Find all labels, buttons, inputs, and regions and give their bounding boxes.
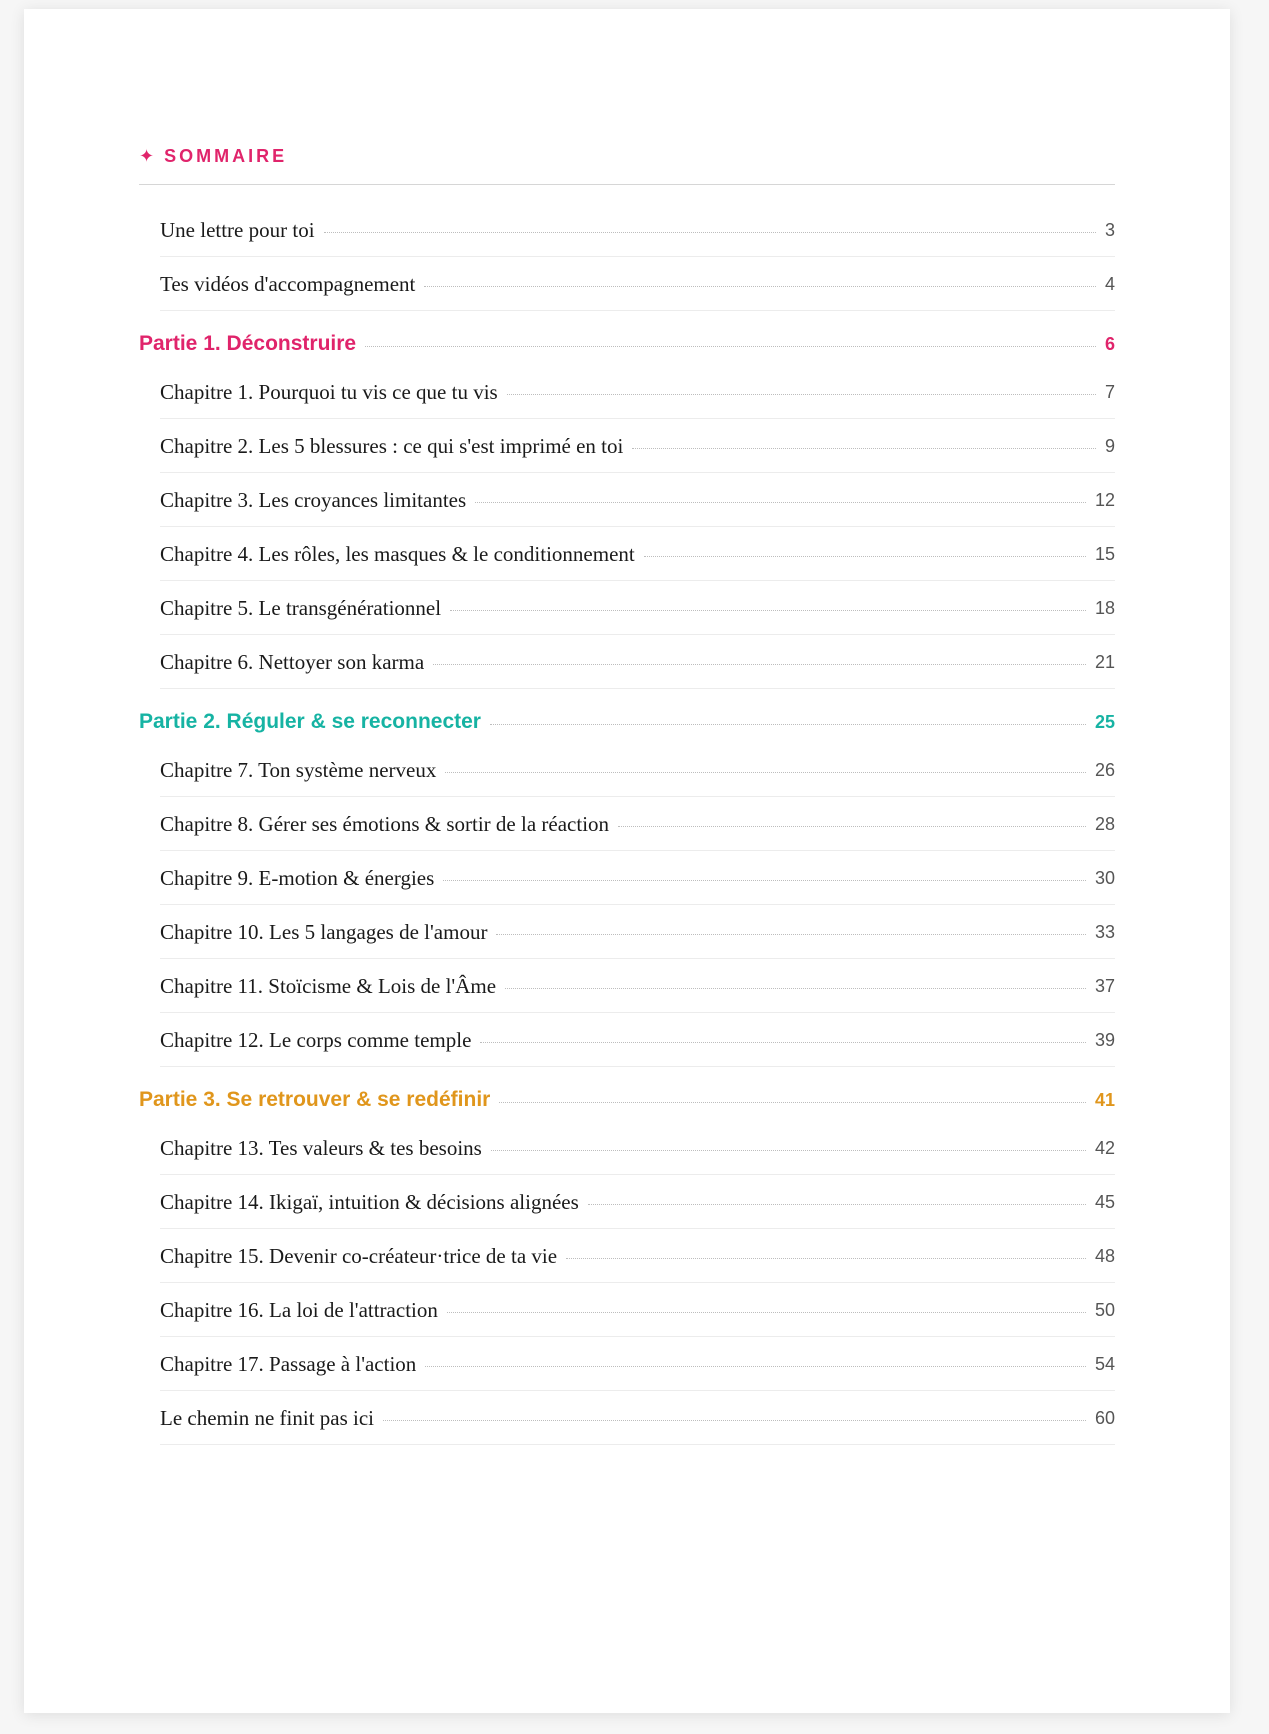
toc-entry-label: Une lettre pour toi [160, 218, 315, 242]
toc-entry[interactable] [160, 1337, 1115, 1391]
document-page [24, 9, 1230, 1713]
dot-leader [443, 880, 1086, 881]
toc-entry-page-number: 33 [1094, 922, 1115, 942]
toc-entry-label: Chapitre 17. Passage à l'action [160, 1352, 417, 1376]
toc-entry-page-number: 28 [1094, 814, 1115, 834]
toc-entry-page-number: 12 [1094, 490, 1115, 510]
toc-entry[interactable] [160, 959, 1115, 1013]
toc-entry[interactable] [160, 581, 1115, 635]
dot-leader [433, 664, 1086, 665]
dot-leader [450, 610, 1086, 611]
toc-entry[interactable] [160, 1013, 1115, 1067]
toc-entry-page-number: 30 [1094, 868, 1115, 888]
toc-part-page-number: 41 [1094, 1089, 1115, 1110]
toc-entry-page-number: 60 [1094, 1408, 1115, 1428]
toc-entry-page-number: 26 [1094, 760, 1115, 780]
toc-entry-label: Chapitre 13. Tes valeurs & tes besoins [160, 1136, 482, 1160]
toc-entry[interactable] [160, 905, 1115, 959]
dot-leader [632, 448, 1096, 449]
toc-entry[interactable] [160, 1391, 1115, 1445]
toc-part-heading[interactable] [139, 701, 1115, 743]
toc-entry-label: Chapitre 7. Ton système nerveux [160, 758, 437, 782]
toc-entry-page-number: 45 [1094, 1192, 1115, 1212]
toc-entry-label: Chapitre 8. Gérer ses émotions & sortir de la réaction [160, 812, 610, 836]
toc-entry-page-number: 18 [1094, 598, 1115, 618]
toc-entry-page-number: 3 [1104, 220, 1115, 240]
dot-leader [383, 1420, 1086, 1421]
toc-entry[interactable] [160, 527, 1115, 581]
toc-entry-label: Chapitre 10. Les 5 langages de l'amour [160, 920, 488, 944]
toc-entry-label: Tes vidéos d'accompagnement [160, 272, 416, 296]
toc-entry[interactable] [160, 635, 1115, 689]
toc-entry-label: Chapitre 4. Les rôles, les masques & le conditionnement [160, 542, 635, 566]
toc-entry-page-number: 15 [1094, 544, 1115, 564]
toc-entry[interactable] [160, 473, 1115, 527]
toc-entry-label: Chapitre 3. Les croyances limitantes [160, 488, 467, 512]
toc-part-label: Partie 3. Se retrouver & se redéfinir [139, 1088, 491, 1111]
toc-header [139, 137, 1115, 185]
toc-entry-label: Chapitre 2. Les 5 blessures : ce qui s'est imprimé en toi [160, 434, 624, 458]
toc-entry-page-number: 4 [1104, 274, 1115, 294]
toc-entry-label: Chapitre 16. La loi de l'attraction [160, 1298, 438, 1322]
dot-leader [566, 1258, 1086, 1259]
toc-entry-label: Chapitre 11. Stoïcisme & Lois de l'Âme [160, 974, 497, 998]
dot-leader [365, 346, 1096, 347]
toc-entry-label: Chapitre 15. Devenir co-créateur·trice de ta vie [160, 1244, 558, 1268]
toc-part-heading[interactable] [139, 323, 1115, 365]
table-of-contents [139, 137, 1115, 1445]
toc-entry-label: Chapitre 5. Le transgénérationnel [160, 596, 442, 620]
dot-leader [496, 934, 1086, 935]
toc-entry-page-number: 7 [1104, 382, 1115, 402]
dot-leader [491, 1150, 1086, 1151]
dot-leader [475, 502, 1086, 503]
toc-entry-label: Chapitre 9. E-motion & énergies [160, 866, 435, 890]
toc-entry[interactable] [160, 1283, 1115, 1337]
toc-entry-label: Chapitre 14. Ikigaï, intuition & décisions alignées [160, 1190, 579, 1214]
toc-entry-page-number: 21 [1094, 652, 1115, 672]
dot-leader [499, 1102, 1086, 1103]
toc-part-page-number: 25 [1094, 711, 1115, 732]
toc-body [139, 203, 1115, 1445]
toc-part-label: Partie 1. Déconstruire [139, 332, 357, 355]
toc-entry-label: Chapitre 12. Le corps comme temple [160, 1028, 472, 1052]
toc-entry[interactable] [160, 851, 1115, 905]
toc-part-label: Partie 2. Réguler & se reconnecter [139, 710, 481, 733]
dot-leader [507, 394, 1096, 395]
dot-leader [588, 1204, 1086, 1205]
toc-part-heading[interactable] [139, 1079, 1115, 1121]
dot-leader [445, 772, 1086, 773]
dot-leader [324, 232, 1096, 233]
toc-entry-label: Chapitre 6. Nettoyer son karma [160, 650, 425, 674]
dot-leader [490, 724, 1086, 725]
toc-entry-page-number: 54 [1094, 1354, 1115, 1374]
toc-entry[interactable] [160, 365, 1115, 419]
toc-entry-page-number: 48 [1094, 1246, 1115, 1266]
dot-leader [618, 826, 1086, 827]
dot-leader [447, 1312, 1086, 1313]
toc-entry[interactable] [160, 203, 1115, 257]
toc-entry[interactable] [160, 1229, 1115, 1283]
dot-leader [480, 1042, 1086, 1043]
toc-part-page-number: 6 [1104, 333, 1115, 354]
toc-entry-label: Chapitre 1. Pourquoi tu vis ce que tu vis [160, 380, 498, 404]
dot-leader [424, 286, 1096, 287]
dot-leader [644, 556, 1086, 557]
toc-entry-page-number: 39 [1094, 1030, 1115, 1050]
sparkle-icon: ✦ [139, 145, 155, 167]
toc-entry[interactable] [160, 1121, 1115, 1175]
toc-entry-label: Le chemin ne finit pas ici [160, 1406, 375, 1430]
toc-entry[interactable] [160, 743, 1115, 797]
toc-entry-page-number: 50 [1094, 1300, 1115, 1320]
dot-leader [425, 1366, 1086, 1367]
toc-entry[interactable] [160, 1175, 1115, 1229]
toc-entry[interactable] [160, 797, 1115, 851]
toc-entry-page-number: 42 [1094, 1138, 1115, 1158]
dot-leader [505, 988, 1086, 989]
toc-entry-page-number: 37 [1094, 976, 1115, 996]
toc-entry-page-number: 9 [1104, 436, 1115, 456]
toc-entry[interactable] [160, 257, 1115, 311]
toc-entry[interactable] [160, 419, 1115, 473]
toc-title: SOMMAIRE [164, 146, 288, 166]
